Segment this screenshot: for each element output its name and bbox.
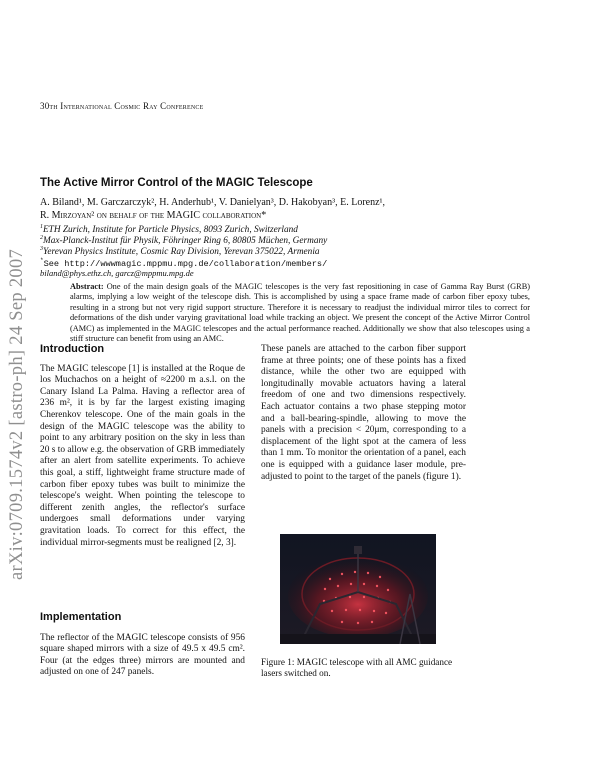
telescope-photo (280, 534, 436, 644)
intro-heading: Introduction (40, 343, 105, 355)
author-list (40, 196, 560, 222)
figure-caption: Figure 1: MAGIC telescope with all AMC guidance lasers switched on. (261, 657, 453, 679)
arxiv-id: arXiv:0709.1574v2 [astro-ph] 24 Sep 2007 (7, 248, 27, 580)
affiliation-collab-url[interactable]: *See http://wwwmagic.mppmu.mpg.de/collaboration/members/ (40, 257, 328, 269)
authors-line-1: A. Biland¹, M. Garczarczyk², H. Anderhub¹, V. Danielyan³, D. Hakobyan³, E. Lorenz¹, (40, 197, 386, 208)
implementation-heading: Implementation (40, 611, 122, 623)
abstract (70, 282, 530, 344)
abstract-label: Abstract: (70, 282, 104, 291)
intro-text: The MAGIC telescope [1] is installed at the Roque de los Muchachos on a height of ≈2200 m a.s.l. on the Canary Island La Palma. Having a reflector area of 236 m², it is by far the largest existing imaging Cherenkov telescope. One of the main goals in the design of the MAGIC telescope was the ability to point to any arbitrary position on the sky in less than 20 s to allow e.g. the observation of GRB immediately after an alert from satellite experiments. To achieve this goal, a stiff, lightweight frame structure made of carbon fiber epoxy tubes was built to minimize the telescope's weight. When pointing the telescope to different zenith angles, the reflector's surface undergoes small deformations under varying gravitation loads. To correct for this effect, the individual mirror-segments must be realigned [2, 3]. (40, 363, 245, 548)
affiliation-1: $^1$ETH Zurich, Institute for Particle Physics, 8093 Zurich, Switzerland (40, 224, 298, 236)
abstract-text: One of the main design goals of the MAGIC telescopes is the very fast repositioning in case of Gamma Ray Burst (GRB) alarms, implying a low weight of the telescope dish. This is accomplished by using a space frame made of carbon fiber epoxy tubes, resulting in a strong but not very rigid support structure. Therefore it is necessary to readjust the individual mirror tiles to correct for deformations of the dish under varying gravitational load while tracking an object. We present the concept of the Active Mirror Control (AMC) as implemented in the MAGIC telescopes and the actual performance reached. Additionally we show that also telescopes using a stiff structure can benefit from using an AMC. (70, 282, 530, 344)
affiliation-3: $^3$Yerevan Physics Institute, Cosmic Ray Division, Yerevan 375022, Armenia (40, 246, 320, 258)
implementation-section (40, 612, 245, 679)
intro-section (40, 344, 245, 549)
affiliation-2: $^2$Max-Planck-Institut für Physik, Föhringer Ring 6, 80805 Müchen, Germany (40, 235, 328, 247)
implementation-text: The reflector of the MAGIC telescope consists of 956 square shaped mirrors with a size of 49.5 x 49.5 cm². Four (at the edges three) mirrors are mounted and adjusted on one of 247 panels. (40, 632, 245, 678)
conference-header: 30th International Cosmic Ray Conference (40, 101, 204, 111)
arxiv-stamp (4, 190, 34, 580)
authors-line-2: R. Mirzoyan² on behalf of the MAGIC collaboration* (40, 210, 267, 221)
paper-title: The Active Mirror Control of the MAGIC Telescope (40, 177, 313, 189)
figure-telescope-image (280, 534, 436, 644)
right-column-text: These panels are attached to the carbon fiber support frame at three points; one of these points has a fixed distance, while the other two are equipped with longitudinally movable actuators having a lateral freedom of one and two dimensions respectively. Each actuator contains a two phase stepping motor and a ball-bearing-spindle, allowing to move the panels with a precision < 20μm, corresponding to a displacement of the light spot at the camera of less than 1 mm. To monitor the orientation of a panel, each one is equipped with a guidance laser module, pre-adjusted to point to the target of the panels (figure 1). (261, 344, 466, 482)
contact-emails[interactable]: biland@phys.ethz.ch, garcz@mppmu.mpg.de (40, 268, 194, 278)
